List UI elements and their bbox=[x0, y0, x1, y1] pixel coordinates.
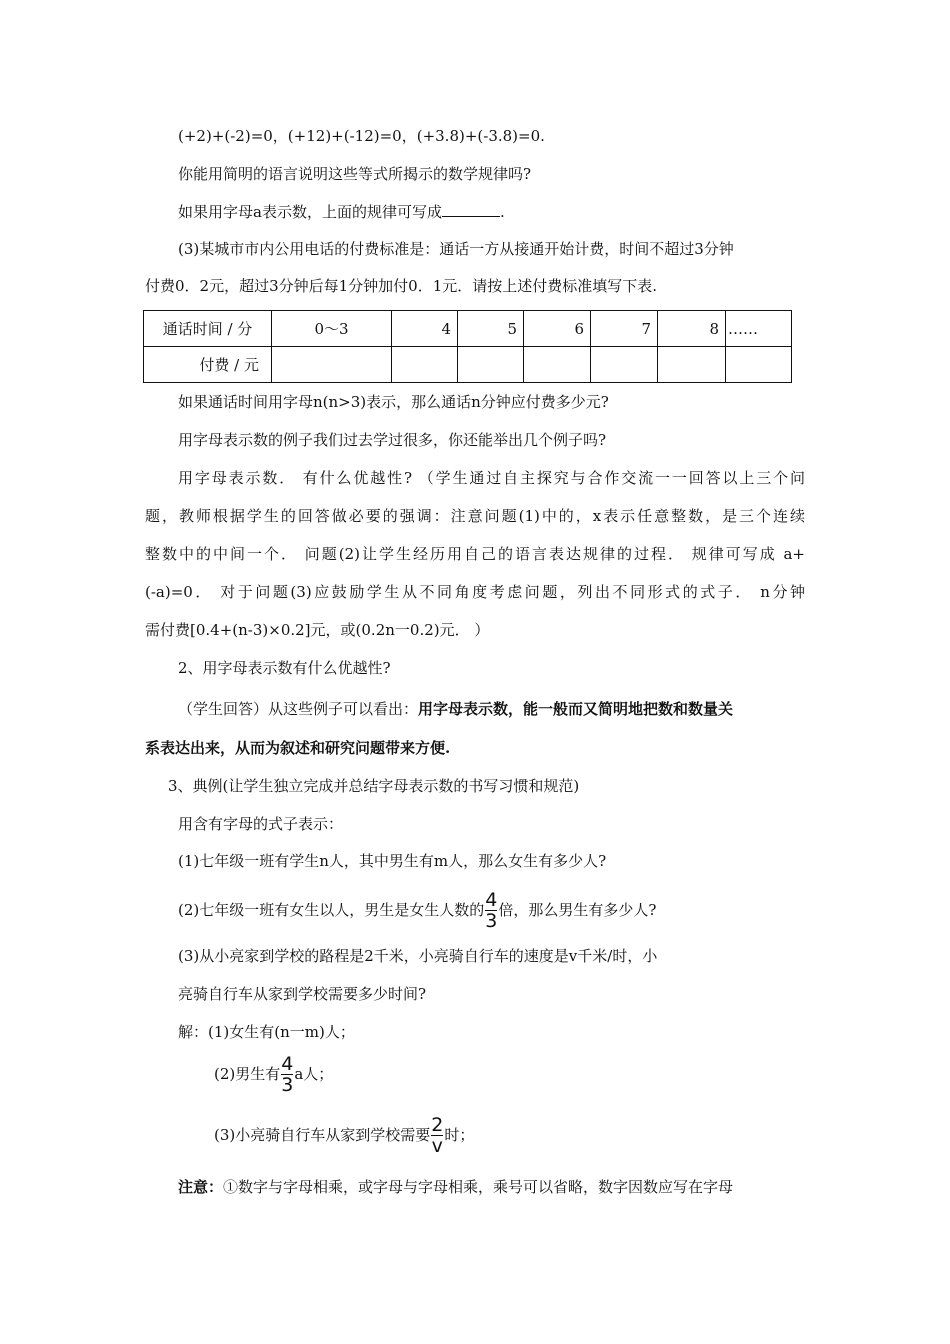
question-letter-text: 如果用字母a表示数，上面的规律可写成 bbox=[178, 203, 442, 221]
section2-answer-lead: （学生回答）从这些例子可以看出： bbox=[178, 700, 419, 718]
example2-text: (2)七年级一班有女生以人，男生是女生人数的 bbox=[178, 901, 485, 919]
problem3-line2: 付费0．2元，超过3分钟后每1分钟加付0．1元．请按上述付费标准填写下表. bbox=[145, 277, 658, 295]
table-cell bbox=[392, 347, 458, 383]
table-row bbox=[144, 347, 792, 383]
section2-answer-bold: 用字母表示数，能一般而又简明地把数和数量关 bbox=[418, 700, 734, 718]
section2-heading: 2、用字母表示数有什么优越性? bbox=[178, 659, 391, 677]
question-letter-end: . bbox=[499, 203, 505, 221]
table-cell: 5 bbox=[458, 311, 524, 347]
table-cell bbox=[458, 347, 524, 383]
question-letter-a bbox=[178, 202, 505, 222]
question-n: 如果通话时间用字母n(n>3)表示，那么通话n分钟应付费多少元? bbox=[178, 393, 609, 411]
table-cell: 8 bbox=[658, 311, 726, 347]
fraction-denominator: 3 bbox=[281, 1074, 294, 1096]
table-row bbox=[144, 311, 792, 347]
advantage-line3: 整数中的中间一个． 问题(2)让学生经历用自己的语言表达规律的过程． 规律可写成 a+ bbox=[145, 545, 805, 563]
section2-answer-cont: 系表达出来，从而为叙述和研究问题带来方便. bbox=[145, 739, 451, 757]
advantage-line5: 需付费[0.4+(n-3)×0.2]元，或(0.2n一0.2)元． ） bbox=[145, 621, 490, 639]
solution2 bbox=[214, 1052, 333, 1096]
table-cell bbox=[524, 347, 591, 383]
question-examples: 用字母表示数的例子我们过去学过很多，你还能举出几个例子吗? bbox=[178, 431, 607, 449]
fraction-numerator: 2 bbox=[431, 1114, 444, 1136]
note-text: ①数字与字母相乘，或字母与字母相乘，乘号可以省略，数字因数应写在字母 bbox=[223, 1178, 734, 1196]
fee-table bbox=[143, 310, 792, 383]
table-cell bbox=[658, 347, 726, 383]
table-cell: 付费 / 元 bbox=[144, 347, 272, 383]
table-cell bbox=[726, 347, 792, 383]
table-cell bbox=[272, 347, 392, 383]
example2-text-end: 倍，那么男生有多少人? bbox=[498, 901, 657, 919]
answer-blank bbox=[442, 202, 500, 217]
solution3 bbox=[214, 1113, 474, 1157]
solution2-text: (2)男生有 bbox=[214, 1065, 281, 1083]
table-cell: 通话时间 / 分 bbox=[144, 311, 272, 347]
note-line bbox=[178, 1177, 805, 1197]
fraction-four-thirds bbox=[485, 891, 497, 931]
equation-line: (+2)+(-2)=0，(+12)+(-12)=0，(+3.8)+(-3.8)=0. bbox=[178, 127, 545, 145]
section3-heading: 3、典例(让学生独立完成并总结字母表示数的书写习惯和规范) bbox=[168, 777, 580, 795]
fraction-denominator: v bbox=[431, 1135, 443, 1157]
solution2-text-end: a人； bbox=[294, 1065, 334, 1083]
table-cell: 6 bbox=[524, 311, 591, 347]
fraction-four-thirds bbox=[281, 1055, 293, 1095]
table-cell: 4 bbox=[392, 311, 458, 347]
fraction-denominator: 3 bbox=[485, 910, 498, 932]
note-label: 注意： bbox=[178, 1178, 224, 1196]
example1: (1)七年级一班有学生n人，其中男生有m人，那么女生有多少人? bbox=[178, 852, 607, 870]
advantage-line4: (-a)=0． 对于问题(3)应鼓励学生从不同角度考虑问题，列出不同形式的式子． n分钟 bbox=[145, 583, 805, 601]
fraction-two-over-v bbox=[431, 1116, 443, 1156]
advantage-line1: 用字母表示数． 有什么优越性? （学生通过自主探究与合作交流一一回答以上三个问 bbox=[178, 469, 805, 487]
fraction-numerator: 4 bbox=[281, 1053, 294, 1075]
example3-line1: (3)从小亮家到学校的路程是2千米，小亮骑自行车的速度是v千米/时，小 bbox=[178, 947, 658, 965]
solution1: 解：(1)女生有(n一m)人； bbox=[178, 1023, 355, 1041]
question-law: 你能用简明的语言说明这些等式所揭示的数学规律吗? bbox=[178, 165, 532, 183]
solution3-text: (3)小亮骑自行车从家到学校需要 bbox=[214, 1126, 431, 1144]
table-cell: 7 bbox=[591, 311, 658, 347]
fraction-numerator: 4 bbox=[485, 889, 498, 911]
advantage-line2: 题，教师根据学生的回答做必要的强调：注意问题(1)中的，x表示任意整数，是三个连续 bbox=[145, 507, 805, 525]
table-cell: 0～3 bbox=[272, 311, 392, 347]
section2-answer bbox=[178, 699, 805, 719]
table-cell: …… bbox=[726, 311, 792, 347]
solution3-text-end: 时； bbox=[444, 1126, 475, 1144]
table-cell bbox=[591, 347, 658, 383]
example2 bbox=[178, 890, 656, 930]
problem3-line1: (3)某城市市内公用电话的付费标准是：通话一方从接通开始计费，时间不超过3分钟 bbox=[178, 240, 734, 258]
example3-line2: 亮骑自行车从家到学校需要多少时间? bbox=[178, 985, 427, 1003]
section3-intro: 用含有字母的式子表示： bbox=[178, 815, 344, 833]
